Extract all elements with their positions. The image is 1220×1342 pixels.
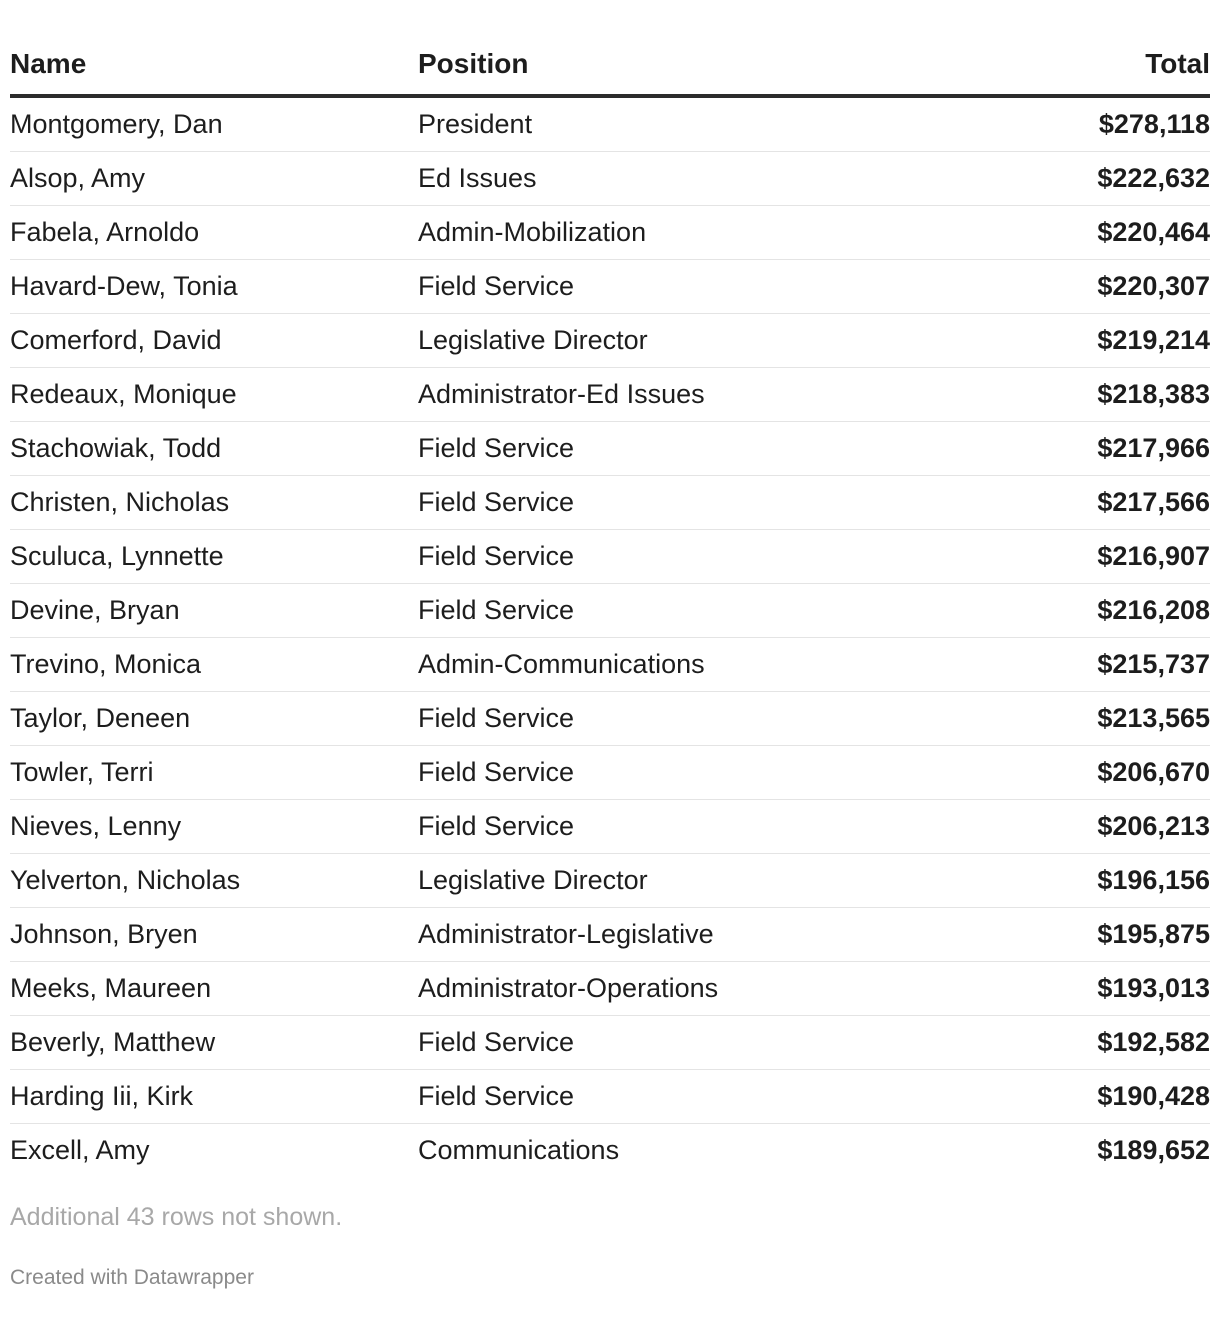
table-row xyxy=(10,962,1210,1016)
table-row xyxy=(10,800,1210,854)
cell-name: Montgomery, Dan xyxy=(10,96,418,152)
cell-position: Admin-Communications xyxy=(418,638,898,692)
table-row xyxy=(10,260,1210,314)
cell-name: Harding Iii, Kirk xyxy=(10,1070,418,1124)
salary-table xyxy=(10,36,1210,1177)
cell-total: $217,966 xyxy=(898,422,1210,476)
table-row xyxy=(10,530,1210,584)
column-header-position[interactable]: Position xyxy=(418,36,898,96)
table-row xyxy=(10,152,1210,206)
cell-name: Comerford, David xyxy=(10,314,418,368)
cell-name: Stachowiak, Todd xyxy=(10,422,418,476)
cell-total: $278,118 xyxy=(898,96,1210,152)
cell-position: Administrator-Operations xyxy=(418,962,898,1016)
cell-position: Communications xyxy=(418,1135,620,1165)
cell-name: Beverly, Matthew xyxy=(10,1016,418,1070)
table-body xyxy=(10,96,1210,1177)
cell-total: $206,670 xyxy=(898,746,1210,800)
table-row xyxy=(10,746,1210,800)
cell-position: Field Service xyxy=(418,1070,898,1124)
cell-name: Towler, Terri xyxy=(10,746,418,800)
cell-name: Fabela, Arnoldo xyxy=(10,206,418,260)
table-row xyxy=(10,638,1210,692)
cell-total: $220,464 xyxy=(898,206,1210,260)
cell-total: $195,875 xyxy=(898,908,1210,962)
column-header-total[interactable]: Total xyxy=(898,36,1210,96)
cell-total: $217,566 xyxy=(898,476,1210,530)
cell-name: Redeaux, Monique xyxy=(10,368,418,422)
header-row xyxy=(10,36,1210,96)
cell-position: Field Service xyxy=(418,746,898,800)
cell-total: $213,565 xyxy=(898,692,1210,746)
table-header xyxy=(10,36,1210,96)
cell-position: Field Service xyxy=(418,260,898,314)
cell-position: Field Service xyxy=(418,422,898,476)
cell-total: $216,208 xyxy=(898,584,1210,638)
cell-position: Field Service xyxy=(418,476,898,530)
cell-position: Field Service xyxy=(418,692,898,746)
cell-total: $189,652 xyxy=(1097,1135,1210,1165)
cell-position: Field Service xyxy=(418,584,898,638)
cell-position: President xyxy=(418,96,898,152)
table-row xyxy=(10,96,1210,152)
cell-position: Field Service xyxy=(418,530,898,584)
cell-name: Sculuca, Lynnette xyxy=(10,530,418,584)
cell-name: Nieves, Lenny xyxy=(10,800,418,854)
table-row xyxy=(10,1124,1210,1178)
table-row xyxy=(10,692,1210,746)
cell-total: $196,156 xyxy=(898,854,1210,908)
cell-name: Havard-Dew, Tonia xyxy=(10,260,418,314)
cell-name: Christen, Nicholas xyxy=(10,476,418,530)
table-row xyxy=(10,854,1210,908)
cell-name: Meeks, Maureen xyxy=(10,962,418,1016)
cell-name: Yelverton, Nicholas xyxy=(10,854,418,908)
table-row xyxy=(10,1016,1210,1070)
cell-name: Devine, Bryan xyxy=(10,584,418,638)
more-rows-note: Additional 43 rows not shown. xyxy=(10,1203,343,1231)
table-row xyxy=(10,584,1210,638)
cell-total: $206,213 xyxy=(898,800,1210,854)
datawrapper-credit[interactable]: Created with Datawrapper xyxy=(10,1266,254,1289)
cell-position: Administrator-Legislative xyxy=(418,908,898,962)
cell-position: Field Service xyxy=(418,1016,898,1070)
cell-total: $192,582 xyxy=(898,1016,1210,1070)
cell-name: Alsop, Amy xyxy=(10,152,418,206)
cell-name: Trevino, Monica xyxy=(10,638,418,692)
cell-total: $190,428 xyxy=(898,1070,1210,1124)
table-row xyxy=(10,314,1210,368)
cell-position: Ed Issues xyxy=(418,152,898,206)
cell-total: $222,632 xyxy=(898,152,1210,206)
cell-position: Admin-Mobilization xyxy=(418,206,898,260)
cell-total: $193,013 xyxy=(898,962,1210,1016)
cell-position: Legislative Director xyxy=(418,854,898,908)
cell-total: $216,907 xyxy=(898,530,1210,584)
cell-name: Johnson, Bryen xyxy=(10,908,418,962)
cell-name: Taylor, Deneen xyxy=(10,692,418,746)
cell-position: Field Service xyxy=(418,800,898,854)
table-row xyxy=(10,908,1210,962)
column-header-name[interactable]: Name xyxy=(10,36,418,96)
cell-name: Excell, Amy xyxy=(10,1135,150,1165)
table-row xyxy=(10,368,1210,422)
table-row xyxy=(10,206,1210,260)
cell-total: $220,307 xyxy=(898,260,1210,314)
cell-total: $215,737 xyxy=(898,638,1210,692)
table-row xyxy=(10,422,1210,476)
cell-total: $219,214 xyxy=(898,314,1210,368)
table-container xyxy=(10,36,1210,1293)
cell-position: Legislative Director xyxy=(418,314,898,368)
table-row xyxy=(10,476,1210,530)
table-row xyxy=(10,1070,1210,1124)
cell-position: Administrator-Ed Issues xyxy=(418,368,898,422)
cell-total: $218,383 xyxy=(898,368,1210,422)
